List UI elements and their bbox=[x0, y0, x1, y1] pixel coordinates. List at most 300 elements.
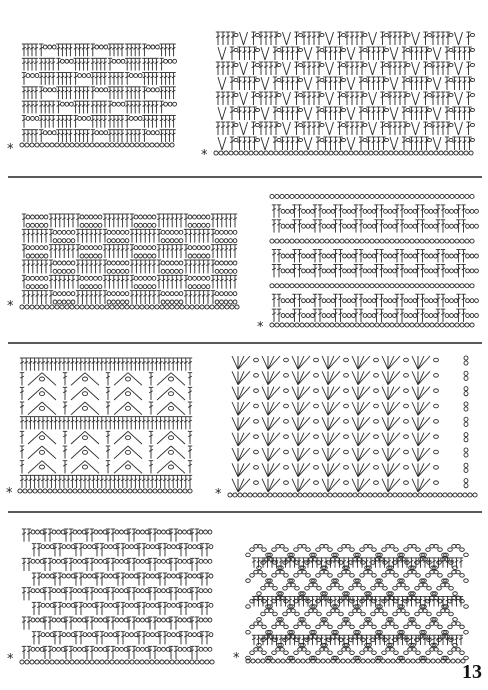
chain-stitch bbox=[139, 246, 143, 250]
chain-stitch bbox=[284, 466, 289, 470]
chain-stitch bbox=[53, 300, 57, 304]
chain-stitch bbox=[370, 194, 374, 198]
chain-stitch bbox=[169, 465, 174, 469]
chain-stitch bbox=[50, 545, 54, 549]
chain-stitch bbox=[67, 230, 71, 234]
chain-stitch bbox=[130, 545, 134, 549]
chain-stitch bbox=[270, 239, 274, 243]
shell-stitch bbox=[328, 479, 334, 492]
chain-stitch bbox=[52, 530, 56, 534]
chain-stitch bbox=[162, 647, 166, 651]
shell-stitch bbox=[412, 402, 418, 415]
chain-stitch bbox=[224, 261, 228, 265]
chain-stitch bbox=[124, 559, 128, 563]
chain-stitch bbox=[354, 151, 358, 155]
chain-stitch bbox=[26, 276, 30, 280]
chain-stitch bbox=[75, 305, 79, 309]
chain-stitch bbox=[172, 633, 176, 637]
v-stitch bbox=[308, 77, 312, 90]
v-stitch bbox=[304, 47, 308, 60]
chain-stitch bbox=[151, 131, 155, 135]
chain-stitch bbox=[166, 589, 170, 593]
chain-stitch bbox=[466, 209, 470, 213]
chain-stitch bbox=[40, 465, 45, 469]
chain-stitch bbox=[428, 48, 432, 51]
chain-stitch bbox=[62, 239, 66, 243]
chain-stitch bbox=[73, 559, 77, 563]
shell-stitch bbox=[232, 448, 238, 461]
shell-stitch bbox=[418, 371, 430, 384]
chain-stitch bbox=[429, 224, 433, 228]
chain-stitch bbox=[113, 633, 117, 637]
chain-stitch bbox=[334, 151, 338, 155]
chain-stitch bbox=[71, 292, 75, 296]
chain-stitch bbox=[284, 374, 289, 378]
chain-stitch bbox=[304, 151, 308, 155]
chain-stitch bbox=[429, 314, 433, 318]
chain-stitch bbox=[350, 323, 354, 327]
chain-stitch bbox=[88, 489, 92, 493]
chain-stitch bbox=[185, 660, 189, 664]
v-stitch bbox=[347, 107, 351, 120]
shell-stitch bbox=[388, 371, 400, 384]
chain-stitch bbox=[166, 559, 170, 563]
chain-stitch bbox=[110, 305, 114, 309]
chain-stitch bbox=[140, 305, 144, 309]
chain-stitch bbox=[104, 603, 108, 607]
chain-stitch bbox=[341, 659, 345, 663]
chain-stitch bbox=[363, 269, 367, 273]
chain-stitch bbox=[438, 493, 442, 497]
v-stitch bbox=[347, 137, 351, 150]
chain-stitch bbox=[299, 93, 303, 96]
chain-stitch bbox=[415, 284, 419, 288]
shell-stitch bbox=[328, 387, 340, 400]
chain-stitch bbox=[78, 559, 82, 563]
chain-stitch bbox=[349, 151, 353, 155]
chain-stitch bbox=[368, 299, 372, 303]
chain-stitch bbox=[470, 209, 474, 213]
chain-stitch bbox=[62, 633, 66, 637]
v-stitch bbox=[416, 92, 420, 105]
chain-stitch bbox=[368, 209, 372, 213]
chain-stitch bbox=[82, 116, 86, 120]
chain-stitch bbox=[440, 284, 444, 288]
chain-stitch bbox=[58, 261, 62, 265]
chain-stitch bbox=[136, 559, 140, 563]
chain-stitch bbox=[383, 493, 387, 497]
chain-stitch bbox=[404, 269, 408, 273]
chain-stitch bbox=[300, 239, 304, 243]
shell-stitch bbox=[268, 448, 274, 461]
chain-stitch bbox=[178, 530, 182, 534]
chain-stitch bbox=[80, 276, 84, 280]
chain-stitch bbox=[475, 224, 479, 228]
chain-stitch bbox=[350, 239, 354, 243]
chain-stitch bbox=[466, 299, 470, 303]
chain-stitch bbox=[71, 603, 75, 607]
chain-stitch bbox=[206, 246, 210, 250]
chain-stitch bbox=[104, 633, 108, 637]
shell-stitch bbox=[388, 371, 394, 384]
chain-stitch bbox=[103, 489, 107, 493]
chain-stitch bbox=[193, 223, 197, 227]
chain-stitch bbox=[35, 215, 39, 219]
chain-stitch bbox=[302, 269, 306, 273]
chain-stitch bbox=[322, 254, 326, 258]
chain-stitch bbox=[148, 254, 152, 258]
chain-stitch bbox=[363, 123, 367, 126]
chain-stitch bbox=[62, 603, 66, 607]
chain-stitch bbox=[345, 194, 349, 198]
shell-stitch bbox=[232, 387, 238, 400]
chain-stitch bbox=[165, 305, 169, 309]
v-stitch bbox=[433, 107, 437, 120]
chain-stitch bbox=[409, 151, 413, 155]
shell-stitch bbox=[232, 417, 238, 430]
diagram-pattern-3 bbox=[18, 210, 242, 310]
chain-stitch bbox=[414, 151, 418, 155]
chain-stitch bbox=[306, 651, 311, 655]
chain-stitch bbox=[398, 493, 402, 497]
chain-stitch bbox=[130, 603, 134, 607]
chain-stitch bbox=[425, 284, 429, 288]
chain-stitch bbox=[57, 618, 61, 622]
chain-stitch bbox=[471, 63, 475, 66]
shell-stitch bbox=[388, 356, 394, 369]
chain-stitch bbox=[404, 358, 409, 362]
chain-stitch bbox=[78, 589, 82, 593]
chain-stitch bbox=[170, 292, 174, 296]
chain-stitch bbox=[145, 530, 149, 534]
chain-stitch bbox=[112, 269, 116, 273]
shell-stitch bbox=[358, 356, 370, 369]
chain-stitch bbox=[121, 59, 125, 63]
chain-stitch bbox=[202, 215, 206, 219]
chain-stitch bbox=[31, 618, 35, 622]
chain-stitch bbox=[313, 493, 317, 497]
chain-stitch bbox=[471, 48, 475, 51]
v-stitch bbox=[308, 137, 312, 150]
chain-stitch bbox=[152, 254, 156, 258]
chain-stitch bbox=[320, 48, 324, 51]
chain-stitch bbox=[277, 63, 281, 66]
chain-stitch bbox=[48, 45, 52, 49]
chain-stitch bbox=[284, 420, 289, 424]
chain-stitch bbox=[36, 589, 40, 593]
chain-stitch bbox=[156, 131, 160, 135]
chain-stitch bbox=[305, 323, 309, 327]
chain-stitch bbox=[104, 45, 108, 49]
chain-stitch bbox=[463, 493, 467, 497]
chain-stitch bbox=[384, 209, 388, 213]
chain-stitch bbox=[234, 123, 238, 126]
chain-stitch bbox=[134, 215, 138, 219]
chain-stitch bbox=[464, 402, 468, 406]
v-stitch bbox=[373, 62, 377, 75]
chain-stitch bbox=[166, 647, 170, 651]
chain-stitch bbox=[170, 300, 174, 304]
chain-stitch bbox=[363, 299, 367, 303]
chain-stitch bbox=[330, 284, 334, 288]
chain-stitch bbox=[404, 450, 409, 454]
chain-stitch bbox=[175, 239, 179, 243]
chain-stitch bbox=[160, 660, 164, 664]
chain-stitch bbox=[73, 647, 77, 651]
chain-stitch bbox=[41, 574, 45, 578]
chain-stitch bbox=[280, 323, 284, 327]
chain-stitch bbox=[455, 194, 459, 198]
chain-stitch bbox=[281, 314, 285, 318]
chain-stitch bbox=[320, 194, 324, 198]
v-stitch bbox=[347, 47, 351, 60]
chain-stitch bbox=[380, 239, 384, 243]
chain-stitch bbox=[420, 323, 424, 327]
chain-stitch bbox=[193, 276, 197, 280]
v-stitch bbox=[326, 62, 330, 75]
chain-stitch bbox=[254, 389, 259, 393]
chain-stitch bbox=[134, 574, 138, 578]
chain-stitch bbox=[360, 284, 364, 288]
chain-stitch bbox=[400, 194, 404, 198]
chain-stitch bbox=[384, 269, 388, 273]
chain-stitch bbox=[302, 299, 306, 303]
chain-stitch bbox=[40, 305, 44, 309]
chain-stitch bbox=[264, 151, 268, 155]
chain-stitch bbox=[62, 269, 66, 273]
shell-stitch bbox=[268, 417, 280, 430]
chain-stitch bbox=[299, 78, 303, 81]
v-stitch bbox=[459, 122, 463, 135]
chain-stitch bbox=[166, 292, 170, 296]
shell-stitch bbox=[268, 402, 274, 415]
chain-stitch bbox=[330, 194, 334, 198]
chain-stitch bbox=[390, 194, 394, 198]
shell-stitch bbox=[388, 433, 394, 446]
chain-stitch bbox=[473, 493, 477, 497]
chain-stitch bbox=[335, 239, 339, 243]
chain-stitch bbox=[151, 88, 155, 92]
shell-stitch bbox=[418, 463, 430, 476]
chain-stitch bbox=[388, 493, 392, 497]
chain-stitch bbox=[363, 93, 367, 96]
chain-stitch bbox=[251, 659, 255, 663]
chain-stitch bbox=[210, 660, 214, 664]
chain-stitch bbox=[105, 660, 109, 664]
chain-stitch bbox=[83, 574, 87, 578]
v-stitch bbox=[455, 62, 459, 75]
shell-stitch bbox=[382, 479, 388, 492]
chain-stitch bbox=[95, 131, 99, 135]
chain-stitch bbox=[155, 305, 159, 309]
chain-stitch bbox=[95, 660, 99, 664]
shell-stitch bbox=[358, 371, 364, 384]
chain-stitch bbox=[344, 389, 349, 393]
chain-stitch bbox=[208, 559, 212, 563]
shell-stitch bbox=[388, 433, 400, 446]
chain-stitch bbox=[460, 239, 464, 243]
chain-stitch bbox=[156, 88, 160, 92]
chain-stitch bbox=[430, 284, 434, 288]
shell-stitch bbox=[412, 448, 418, 461]
chain-stitch bbox=[319, 151, 323, 155]
chain-stitch bbox=[67, 269, 71, 273]
chain-stitch bbox=[454, 151, 458, 155]
chain-stitch bbox=[53, 489, 57, 493]
chain-stitch bbox=[100, 305, 104, 309]
chain-stitch bbox=[375, 194, 379, 198]
chain-stitch bbox=[167, 603, 171, 607]
chain-stitch bbox=[199, 618, 203, 622]
chain-stitch bbox=[434, 435, 439, 439]
chain-stitch bbox=[126, 436, 131, 440]
chain-stitch bbox=[270, 284, 274, 288]
chain-stitch bbox=[277, 123, 281, 126]
chain-stitch bbox=[120, 530, 124, 534]
chart-pattern-7 bbox=[18, 525, 218, 665]
v-stitch bbox=[330, 62, 334, 75]
v-stitch bbox=[287, 32, 291, 45]
v-stitch bbox=[330, 92, 334, 105]
chain-stitch bbox=[162, 589, 166, 593]
chain-stitch bbox=[388, 299, 392, 303]
chain-stitch bbox=[88, 603, 92, 607]
chain-stitch bbox=[109, 603, 113, 607]
chain-stitch bbox=[419, 151, 423, 155]
chain-stitch bbox=[254, 435, 259, 439]
chain-stitch bbox=[404, 209, 408, 213]
chain-stitch bbox=[448, 493, 452, 497]
chain-stitch bbox=[89, 223, 93, 227]
chain-stitch bbox=[99, 131, 103, 135]
chain-stitch bbox=[344, 358, 349, 362]
chain-stitch bbox=[175, 300, 179, 304]
chain-stitch bbox=[426, 651, 431, 655]
shell-stitch bbox=[328, 371, 334, 384]
shell-stitch bbox=[292, 402, 298, 415]
chain-stitch bbox=[460, 651, 465, 655]
chain-stitch bbox=[73, 489, 77, 493]
chain-stitch bbox=[464, 479, 468, 483]
chain-stitch bbox=[233, 261, 237, 265]
chain-stitch bbox=[175, 261, 179, 265]
shell-stitch bbox=[232, 479, 238, 492]
v-stitch bbox=[437, 47, 441, 60]
chain-stitch bbox=[428, 93, 432, 96]
chain-stitch bbox=[309, 151, 313, 155]
chain-stitch bbox=[470, 314, 474, 318]
chain-stitch bbox=[238, 493, 242, 497]
chain-stitch bbox=[125, 545, 129, 549]
chain-stitch bbox=[166, 618, 170, 622]
chain-stitch bbox=[113, 545, 117, 549]
chain-stitch bbox=[139, 276, 143, 280]
chain-stitch bbox=[385, 48, 389, 51]
chain-stitch bbox=[199, 559, 203, 563]
chain-stitch bbox=[193, 633, 197, 637]
chain-stitch bbox=[187, 618, 191, 622]
v-stitch bbox=[218, 137, 222, 150]
chain-stitch bbox=[347, 314, 351, 318]
chain-stitch bbox=[52, 647, 56, 651]
chain-stitch bbox=[405, 239, 409, 243]
chain-stitch bbox=[285, 284, 289, 288]
chain-stitch bbox=[179, 230, 183, 234]
chain-stitch bbox=[95, 305, 99, 309]
chain-stitch bbox=[63, 489, 67, 493]
chain-stitch bbox=[382, 651, 387, 655]
chain-stitch bbox=[322, 299, 326, 303]
chain-stitch bbox=[290, 194, 294, 198]
chain-stitch bbox=[406, 123, 410, 126]
chain-stitch bbox=[233, 269, 237, 273]
chain-stitch bbox=[335, 194, 339, 198]
start-marker: * bbox=[7, 652, 14, 667]
chain-stitch bbox=[170, 239, 174, 243]
shell-stitch bbox=[298, 433, 304, 446]
chain-stitch bbox=[70, 59, 74, 63]
shell-stitch bbox=[418, 387, 424, 400]
shell-stitch bbox=[298, 417, 310, 430]
chain-stitch bbox=[455, 323, 459, 327]
chain-stitch bbox=[65, 660, 69, 664]
chain-stitch bbox=[443, 493, 447, 497]
shell-stitch bbox=[418, 417, 430, 430]
chain-stitch bbox=[400, 323, 404, 327]
v-stitch bbox=[222, 77, 226, 90]
chain-stitch bbox=[150, 660, 154, 664]
chain-stitch bbox=[155, 660, 159, 664]
chain-stitch bbox=[306, 269, 310, 273]
chain-stitch bbox=[145, 660, 149, 664]
chain-stitch bbox=[390, 284, 394, 288]
chain-stitch bbox=[130, 660, 134, 664]
chain-stitch bbox=[43, 131, 47, 135]
chain-stitch bbox=[166, 269, 170, 273]
chain-stitch bbox=[258, 493, 262, 497]
chain-stitch bbox=[384, 151, 388, 155]
shell-stitch bbox=[268, 387, 280, 400]
shell-stitch bbox=[382, 402, 388, 415]
chain-stitch bbox=[471, 123, 475, 126]
chain-stitch bbox=[464, 392, 468, 396]
shell-stitch bbox=[358, 433, 370, 446]
chain-stitch bbox=[460, 194, 464, 198]
chain-stitch bbox=[314, 466, 319, 470]
chain-stitch bbox=[162, 530, 166, 534]
chain-stitch bbox=[388, 269, 392, 273]
chain-stitch bbox=[60, 660, 64, 664]
chain-stitch bbox=[256, 138, 260, 141]
chain-stitch bbox=[374, 374, 379, 378]
chain-stitch bbox=[380, 194, 384, 198]
chain-stitch bbox=[46, 633, 50, 637]
shell-stitch bbox=[268, 356, 280, 369]
chain-stitch bbox=[152, 276, 156, 280]
shell-stitch bbox=[328, 448, 334, 461]
chain-stitch bbox=[229, 300, 233, 304]
chain-stitch bbox=[199, 530, 203, 534]
v-stitch bbox=[218, 107, 222, 120]
chain-stitch bbox=[26, 74, 30, 78]
chain-stitch bbox=[188, 603, 192, 607]
chain-stitch bbox=[470, 299, 474, 303]
chain-stitch bbox=[197, 254, 201, 258]
chain-stitch bbox=[141, 618, 145, 622]
chain-stitch bbox=[295, 284, 299, 288]
chain-stitch bbox=[187, 647, 191, 651]
shell-stitch bbox=[412, 463, 418, 476]
